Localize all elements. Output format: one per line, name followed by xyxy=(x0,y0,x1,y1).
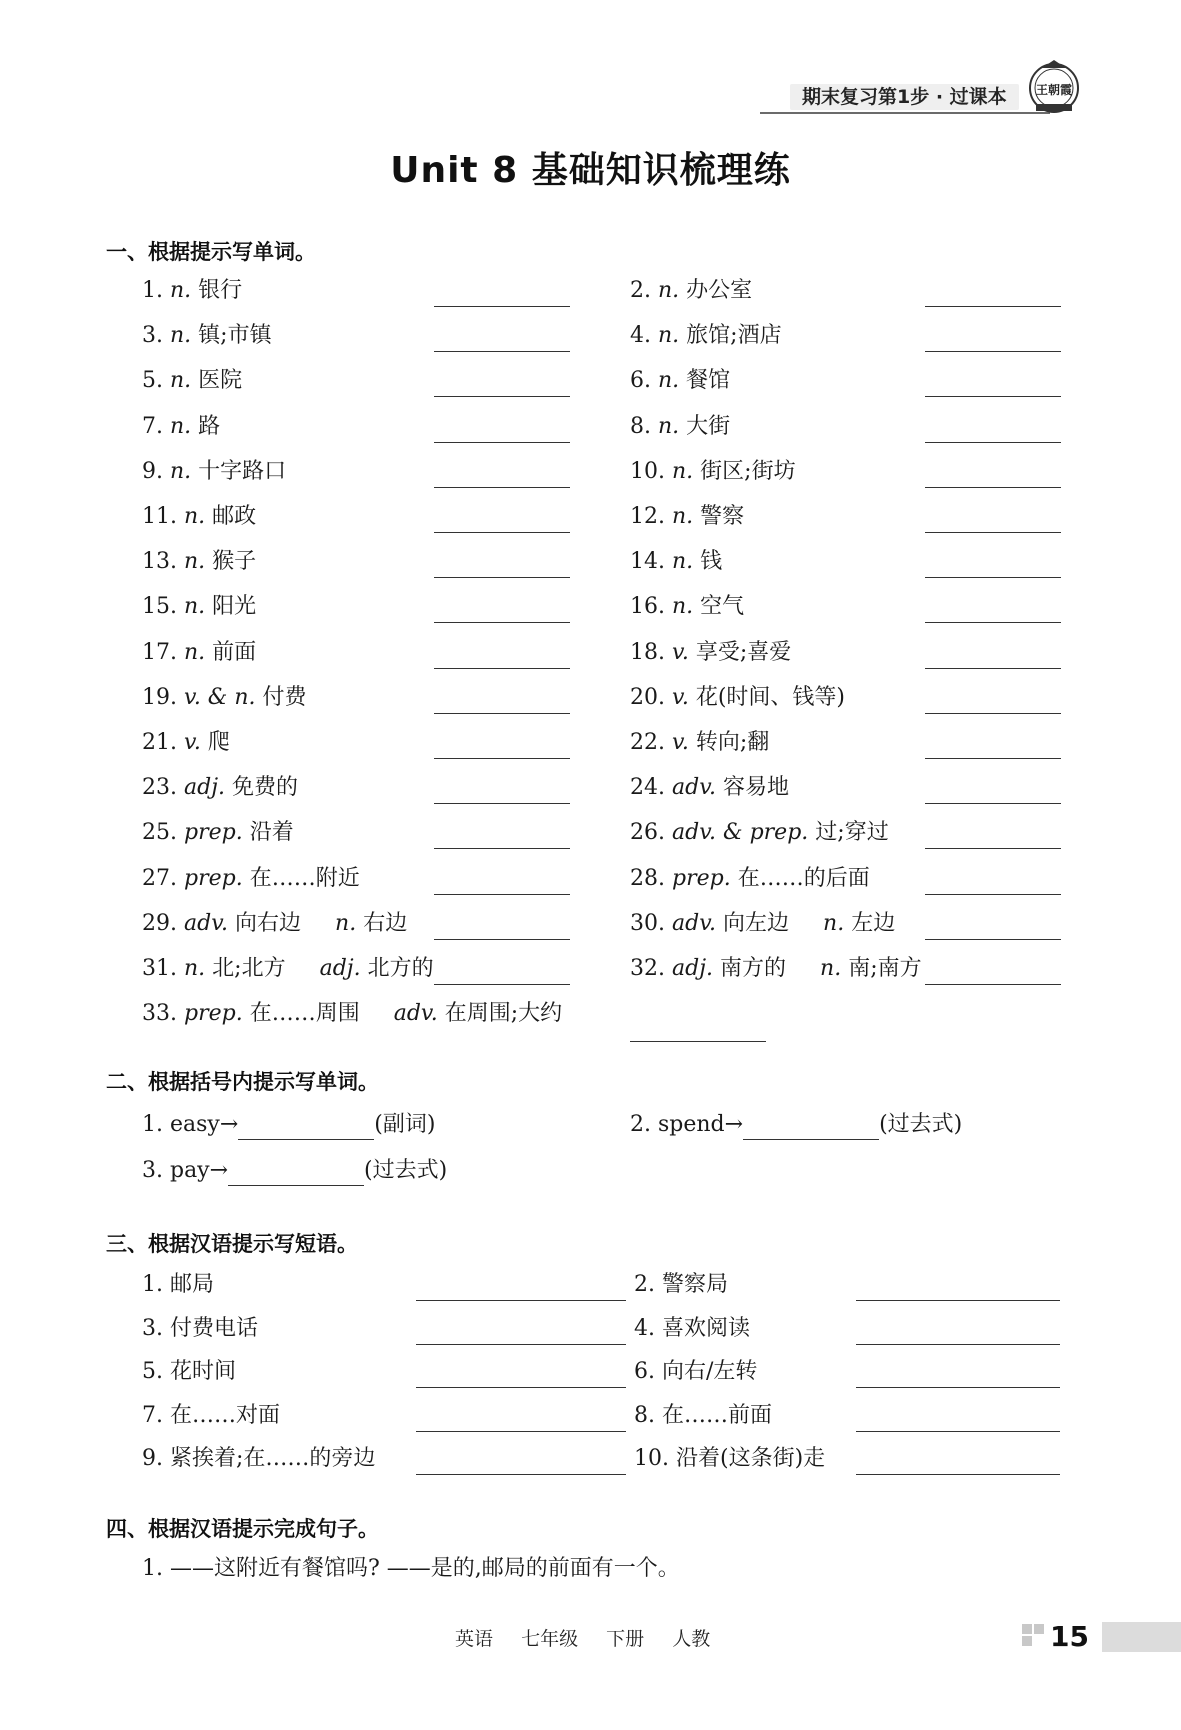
part-of-speech: n. xyxy=(672,594,694,620)
vocab-item xyxy=(630,864,870,894)
part-of-speech: n. xyxy=(184,639,206,665)
part-of-speech: prep. xyxy=(184,865,243,891)
vocab-item xyxy=(630,276,752,306)
footer-grade: 七年级 xyxy=(521,1628,579,1650)
part-of-speech: adv. xyxy=(672,910,717,936)
part-of-speech: n. xyxy=(184,504,206,529)
part-of-speech-2: n. xyxy=(823,910,845,936)
item-number: 3. xyxy=(142,323,163,349)
item-meaning: 付费 xyxy=(262,684,307,710)
answer-blank[interactable] xyxy=(925,864,1061,895)
item-number: 11. xyxy=(142,504,177,529)
word-prompt: 1. easy→ xyxy=(142,1112,239,1137)
answer-blank[interactable] xyxy=(434,818,570,849)
answer-blank[interactable] xyxy=(434,547,570,578)
vocab-item xyxy=(630,638,791,668)
item-number: 1. xyxy=(142,278,163,303)
item-meaning-2: 南;南方 xyxy=(848,956,922,981)
item-number: 15. xyxy=(142,594,177,620)
part-of-speech-2: adv. xyxy=(393,1001,438,1027)
vocab-item xyxy=(630,502,744,532)
answer-blank[interactable] xyxy=(228,1161,364,1186)
part-of-speech: n. xyxy=(170,458,192,484)
item-meaning: 享受;喜爱 xyxy=(695,639,792,665)
item-meaning: 路 xyxy=(198,413,221,439)
item-number: 19. xyxy=(142,684,177,710)
answer-blank[interactable] xyxy=(238,1115,374,1140)
part-of-speech: adj. xyxy=(184,775,226,801)
item-number: 25. xyxy=(142,820,177,846)
answer-blank[interactable] xyxy=(434,638,570,669)
part-of-speech: n. xyxy=(170,413,192,439)
item-meaning: 钱 xyxy=(700,549,723,575)
footer-decor xyxy=(1022,1636,1032,1646)
footer-volume: 下册 xyxy=(606,1628,645,1650)
item-meaning: 镇;市镇 xyxy=(198,323,272,349)
part-of-speech: prep. xyxy=(184,820,243,846)
part-of-speech: n. xyxy=(658,323,680,349)
page-title: Unit 8 基础知识梳理练 xyxy=(390,150,791,191)
item-meaning-2: 在周围;大约 xyxy=(444,1001,563,1027)
item-meaning: 警察 xyxy=(700,504,745,529)
item-meaning: 大街 xyxy=(686,413,731,439)
vocab-item xyxy=(142,999,562,1029)
vocab-item xyxy=(630,818,889,848)
item-number: 18. xyxy=(630,639,665,665)
answer-blank[interactable] xyxy=(925,773,1061,804)
item-number: 6. xyxy=(630,368,651,394)
item-number: 10. xyxy=(630,458,665,484)
vocab-item xyxy=(630,321,782,351)
part-of-speech: v. xyxy=(184,730,201,755)
answer-blank[interactable] xyxy=(434,909,570,940)
part-of-speech: n. xyxy=(672,549,694,575)
part-of-speech: n. xyxy=(170,278,192,303)
item-number: 28. xyxy=(630,865,665,891)
item-meaning: 阳光 xyxy=(212,594,257,620)
part-of-speech-2: adj. xyxy=(319,956,361,981)
vocab-item xyxy=(142,276,242,306)
vocab-item xyxy=(142,683,307,713)
section2-heading: 二、根据括号内提示写单词。 xyxy=(106,1070,379,1094)
answer-blank[interactable] xyxy=(925,683,1061,714)
item-number: 29. xyxy=(142,910,177,936)
answer-blank[interactable] xyxy=(434,457,570,488)
header-title: 期末复习第1步 · 过课本 xyxy=(790,84,1019,110)
item-number: 14. xyxy=(630,549,665,575)
answer-blank[interactable] xyxy=(856,1357,1060,1388)
footer-decor xyxy=(1034,1624,1044,1634)
answer-blank[interactable] xyxy=(856,1314,1060,1345)
footer-decor xyxy=(1022,1624,1032,1634)
part-of-speech: n. xyxy=(658,413,680,439)
item-meaning: 前面 xyxy=(212,639,257,665)
item-number: 17. xyxy=(142,639,177,665)
item-number: 31. xyxy=(142,956,177,981)
item-meaning: 免费的 xyxy=(232,775,299,801)
item-meaning: 银行 xyxy=(198,278,243,303)
part-of-speech: n. xyxy=(672,504,694,529)
vocab-item xyxy=(142,728,230,758)
part-of-speech: n. xyxy=(658,278,680,303)
answer-blank[interactable] xyxy=(925,457,1061,488)
item-number: 4. xyxy=(630,323,651,349)
vocab-item xyxy=(142,547,256,577)
part-of-speech-2: n. xyxy=(820,956,842,981)
answer-blank[interactable] xyxy=(925,547,1061,578)
phrase-item: 7. 在……对面 xyxy=(142,1402,280,1428)
answer-blank[interactable] xyxy=(416,1314,626,1345)
word-prompt: 3. pay→ xyxy=(142,1158,229,1183)
part-of-speech: prep. xyxy=(672,865,731,891)
item-number: 20. xyxy=(630,684,665,710)
item-meaning-2: 左边 xyxy=(851,910,896,936)
section3-heading: 三、根据汉语提示写短语。 xyxy=(106,1232,358,1256)
vocab-item xyxy=(630,683,845,713)
item-meaning: 办公室 xyxy=(686,278,753,303)
item-meaning: 医院 xyxy=(198,368,243,394)
vocab-item xyxy=(142,321,272,351)
answer-blank[interactable] xyxy=(856,1401,1060,1432)
answer-blank[interactable] xyxy=(630,1011,766,1042)
part-of-speech: prep. xyxy=(184,1001,243,1027)
page-number-bar xyxy=(1102,1622,1181,1652)
part-of-speech: v. & n. xyxy=(184,684,256,710)
answer-blank[interactable] xyxy=(434,864,570,895)
footer-info xyxy=(455,1624,732,1651)
item-number: 32. xyxy=(630,956,665,981)
word-hint: (副词) xyxy=(374,1112,436,1137)
item-meaning: 猴子 xyxy=(212,549,257,575)
part-of-speech: adv. xyxy=(672,775,717,801)
answer-blank[interactable] xyxy=(416,1444,626,1475)
item-meaning: 向右边 xyxy=(235,910,302,936)
item-meaning: 爬 xyxy=(207,730,230,755)
item-meaning-2: 北方的 xyxy=(367,956,434,981)
vocab-item xyxy=(142,412,220,442)
answer-blank[interactable] xyxy=(743,1115,879,1140)
vocab-item xyxy=(630,592,744,622)
answer-blank[interactable] xyxy=(925,818,1061,849)
item-meaning-2: 右边 xyxy=(363,910,408,936)
phrase-item: 1. 邮局 xyxy=(142,1272,214,1297)
vocab-item xyxy=(630,457,796,487)
part-of-speech-2: n. xyxy=(335,910,357,936)
item-number: 24. xyxy=(630,775,665,801)
answer-blank[interactable] xyxy=(925,954,1061,985)
part-of-speech: adj. xyxy=(672,956,714,981)
answer-blank[interactable] xyxy=(434,412,570,443)
word-hint: (过去式) xyxy=(364,1158,448,1183)
part-of-speech: n. xyxy=(184,549,206,575)
answer-blank[interactable] xyxy=(416,1357,626,1388)
vocab-item xyxy=(142,502,256,532)
answer-blank[interactable] xyxy=(434,954,570,985)
answer-blank[interactable] xyxy=(434,276,570,307)
answer-blank[interactable] xyxy=(925,366,1061,397)
item-meaning: 十字路口 xyxy=(198,458,287,484)
item-meaning: 南方的 xyxy=(720,956,787,981)
item-meaning: 花(时间、钱等) xyxy=(695,684,845,710)
answer-blank[interactable] xyxy=(434,728,570,759)
vocab-item xyxy=(142,909,407,939)
answer-blank[interactable] xyxy=(856,1444,1060,1475)
answer-blank[interactable] xyxy=(434,773,570,804)
word-form-item xyxy=(630,1110,962,1140)
item-meaning: 邮政 xyxy=(212,504,257,529)
item-meaning: 在……的后面 xyxy=(737,865,870,891)
part-of-speech: n. xyxy=(170,368,192,394)
vocab-item xyxy=(630,773,789,803)
part-of-speech: n. xyxy=(658,368,680,394)
word-hint: (过去式) xyxy=(879,1112,963,1137)
answer-blank[interactable] xyxy=(925,909,1061,940)
phrase-item: 2. 警察局 xyxy=(634,1272,728,1297)
item-number: 16. xyxy=(630,594,665,620)
section4-item: 1. ——这附近有餐馆吗? ——是的,邮局的前面有一个。 xyxy=(142,1556,680,1581)
footer-subject: 英语 xyxy=(455,1628,494,1650)
part-of-speech: adv. & prep. xyxy=(672,820,809,846)
answer-blank[interactable] xyxy=(925,276,1061,307)
vocab-item xyxy=(630,547,722,577)
part-of-speech: n. xyxy=(672,458,694,484)
word-prompt: 2. spend→ xyxy=(630,1112,744,1137)
item-meaning: 向左边 xyxy=(723,910,790,936)
item-meaning: 在……周围 xyxy=(249,1001,360,1027)
item-number: 23. xyxy=(142,775,177,801)
word-form-item xyxy=(142,1110,435,1140)
svg-text:王朝霞: 王朝霞 xyxy=(1035,83,1073,97)
item-number: 27. xyxy=(142,865,177,891)
answer-blank[interactable] xyxy=(925,638,1061,669)
vocab-item xyxy=(142,864,360,894)
part-of-speech: v. xyxy=(672,684,689,710)
answer-blank[interactable] xyxy=(416,1401,626,1432)
item-number: 26. xyxy=(630,820,665,846)
phrase-item: 8. 在……前面 xyxy=(634,1402,772,1428)
page-number: 15 xyxy=(1050,1620,1089,1653)
answer-blank[interactable] xyxy=(434,502,570,533)
item-number: 21. xyxy=(142,730,177,755)
item-number: 2. xyxy=(630,278,651,303)
vocab-item xyxy=(630,366,730,396)
part-of-speech: n. xyxy=(184,956,206,981)
item-number: 12. xyxy=(630,504,665,529)
vocab-item xyxy=(142,773,298,803)
answer-blank[interactable] xyxy=(925,502,1061,533)
part-of-speech: n. xyxy=(170,323,192,349)
vocab-item xyxy=(142,638,256,668)
item-number: 5. xyxy=(142,368,163,394)
phrase-item: 5. 花时间 xyxy=(142,1359,236,1384)
item-number: 9. xyxy=(142,458,163,484)
answer-blank[interactable] xyxy=(434,321,570,352)
vocab-item xyxy=(142,366,242,396)
item-number: 30. xyxy=(630,910,665,936)
item-meaning: 北;北方 xyxy=(212,956,286,981)
phrase-item: 3. 付费电话 xyxy=(142,1315,258,1341)
item-meaning: 转向;翻 xyxy=(695,730,770,755)
part-of-speech: v. xyxy=(672,639,689,665)
answer-blank[interactable] xyxy=(434,592,570,623)
item-meaning: 空气 xyxy=(700,594,745,620)
answer-blank[interactable] xyxy=(925,412,1061,443)
vocab-item xyxy=(142,457,286,487)
phrase-item: 10. 沿着(这条街)走 xyxy=(634,1446,826,1471)
section1-heading: 一、根据提示写单词。 xyxy=(106,240,316,264)
vocab-item xyxy=(630,954,922,984)
word-form-item xyxy=(142,1156,447,1186)
footer-edition: 人教 xyxy=(672,1628,711,1650)
vocab-item xyxy=(142,818,294,848)
answer-blank[interactable] xyxy=(856,1270,1060,1301)
answer-blank[interactable] xyxy=(925,321,1061,352)
item-number: 22. xyxy=(630,730,665,755)
item-meaning: 在……附近 xyxy=(249,865,360,891)
item-meaning: 街区;街坊 xyxy=(700,458,796,484)
vocab-item xyxy=(630,909,895,939)
part-of-speech: v. xyxy=(672,730,689,755)
item-meaning: 沿着 xyxy=(249,820,294,846)
brand-seal-logo xyxy=(1028,58,1080,114)
answer-blank[interactable] xyxy=(434,366,570,397)
item-number: 7. xyxy=(142,413,163,439)
part-of-speech: adv. xyxy=(184,910,229,936)
answer-blank[interactable] xyxy=(416,1270,626,1301)
item-number: 33. xyxy=(142,1001,177,1027)
phrase-item: 6. 向右/左转 xyxy=(634,1359,758,1384)
item-number: 8. xyxy=(630,413,651,439)
answer-blank[interactable] xyxy=(925,728,1061,759)
answer-blank[interactable] xyxy=(925,592,1061,623)
item-meaning: 过;穿过 xyxy=(815,820,889,846)
section4-heading: 四、根据汉语提示完成句子。 xyxy=(106,1517,379,1541)
vocab-item xyxy=(142,954,434,984)
phrase-item: 4. 喜欢阅读 xyxy=(634,1315,750,1341)
answer-blank[interactable] xyxy=(434,683,570,714)
item-meaning: 容易地 xyxy=(723,775,790,801)
phrase-item: 9. 紧挨着;在……的旁边 xyxy=(142,1446,376,1471)
item-number: 13. xyxy=(142,549,177,575)
vocab-item xyxy=(142,592,256,622)
part-of-speech: n. xyxy=(184,594,206,620)
vocab-item xyxy=(630,728,769,758)
item-meaning: 餐馆 xyxy=(686,368,731,394)
item-meaning: 旅馆;酒店 xyxy=(686,323,782,349)
vocab-item xyxy=(630,412,730,442)
